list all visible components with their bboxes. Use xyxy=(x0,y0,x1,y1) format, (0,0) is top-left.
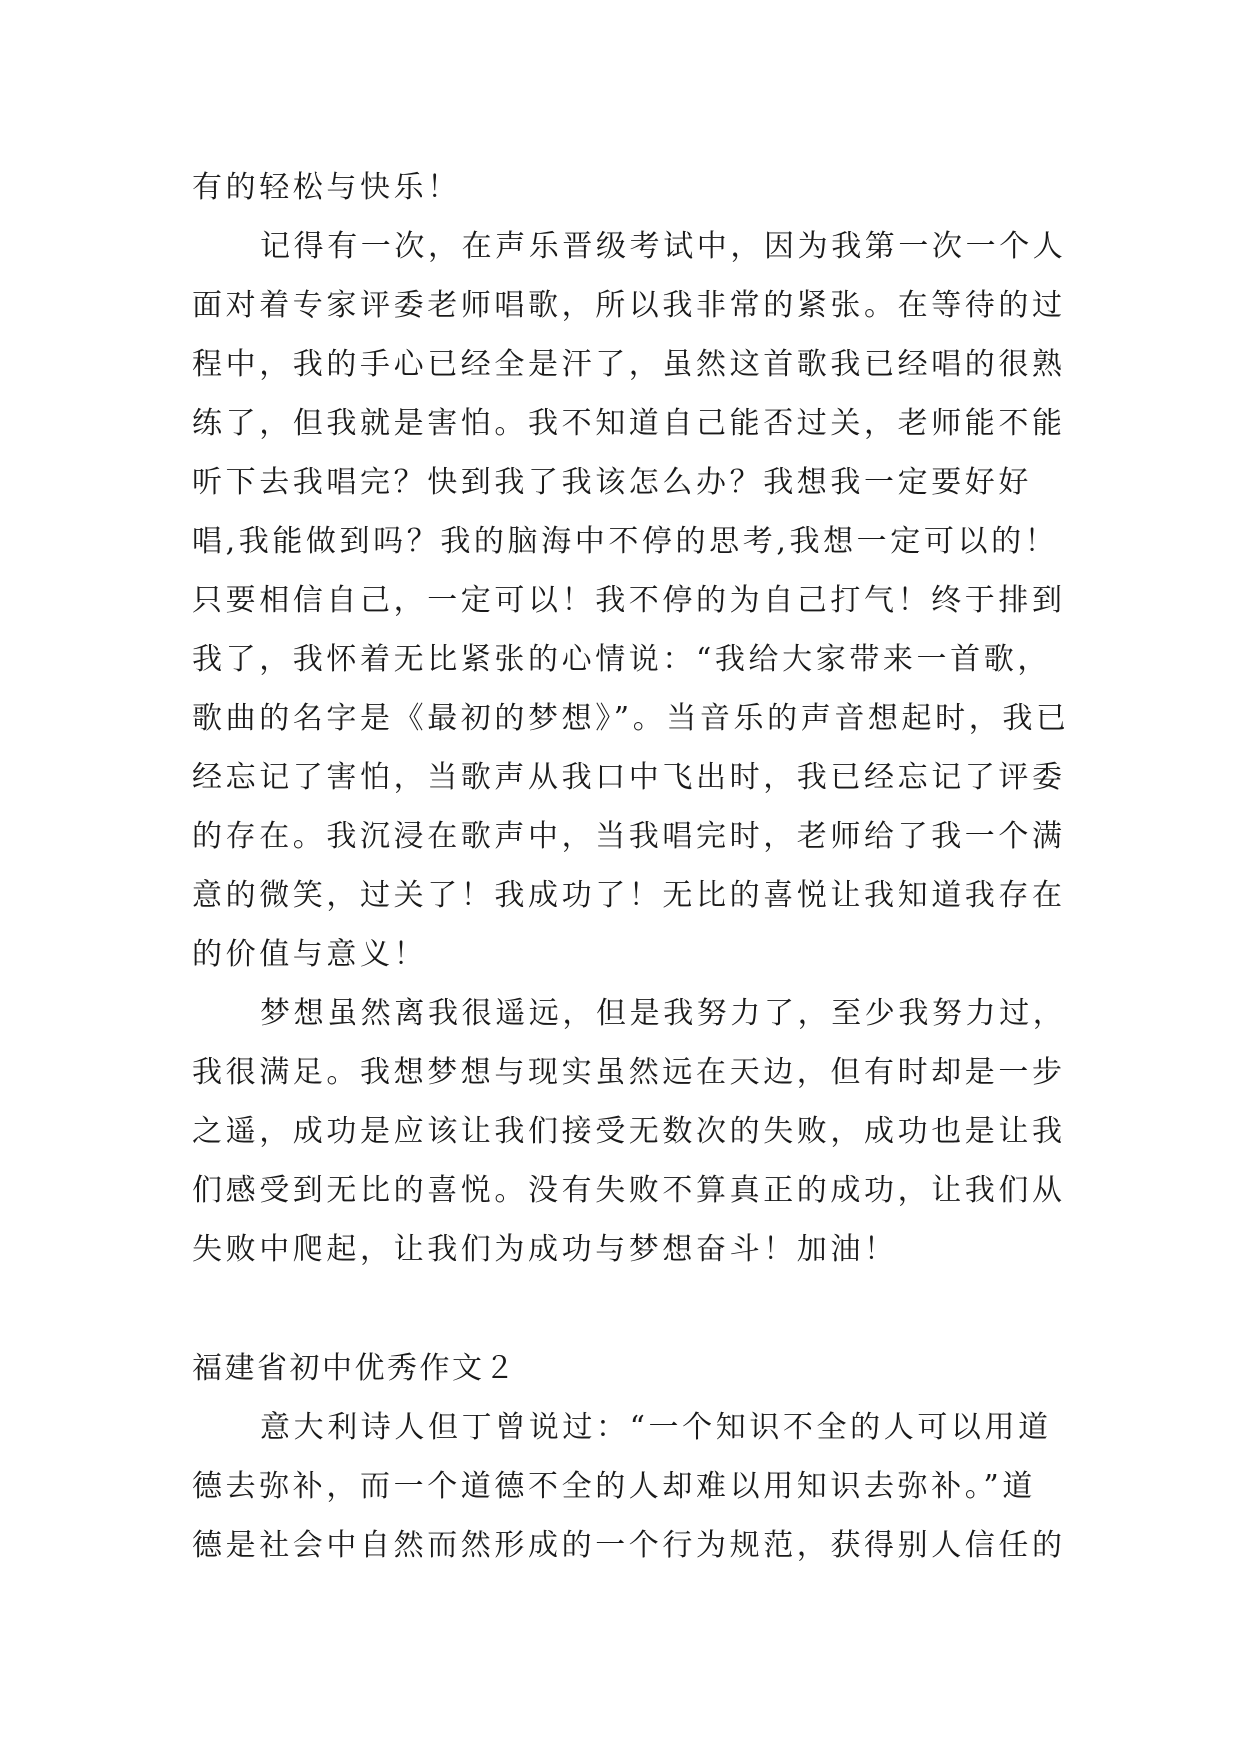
text-line: 梦想虽然离我很遥远，但是我努力了，至少我努力过， xyxy=(260,996,1067,1031)
text-line: 程中，我的手心已经全是汗了，虽然这首歌我已经唱的很熟 xyxy=(192,347,1066,382)
text-line: 唱,我能做到吗？我的脑海中不停的思考,我想一定可以的！ xyxy=(192,524,1059,559)
document-body xyxy=(192,158,1072,1575)
text-line: 经忘记了害怕，当歌声从我口中飞出时，我已经忘记了评委 xyxy=(192,760,1066,795)
text-line: 练了，但我就是害怕。我不知道自己能否过关，老师能不能 xyxy=(192,406,1066,441)
paragraph-4 xyxy=(192,1398,1072,1575)
text-line: 我很满足。我想梦想与现实虽然远在天边，但有时却是一步 xyxy=(192,1055,1066,1090)
section-title xyxy=(192,1339,1072,1398)
paragraph-2 xyxy=(192,217,1072,984)
text-line: 德是社会中自然而然形成的一个行为规范，获得别人信任的 xyxy=(192,1528,1066,1563)
text-line: 意大利诗人但丁曾说过：“一个知识不全的人可以用道 xyxy=(260,1410,1052,1445)
text-line: 失败中爬起，让我们为成功与梦想奋斗！加油！ xyxy=(192,1232,898,1267)
paragraph-1-tail xyxy=(192,158,1072,217)
text-line: 歌曲的名字是《最初的梦想》”。当音乐的声音想起时，我已 xyxy=(192,701,1070,736)
text-line: 面对着专家评委老师唱歌，所以我非常的紧张。在等待的过 xyxy=(192,288,1066,323)
text-line: 有的轻松与快乐！ xyxy=(192,170,461,205)
text-line: 德去弥补，而一个道德不全的人却难以用知识去弥补。”道 xyxy=(192,1469,1036,1504)
text-line: 们感受到无比的喜悦。没有失败不算真正的成功，让我们从 xyxy=(192,1173,1066,1208)
section-spacer xyxy=(192,1279,1072,1339)
text-line: 听下去我唱完？快到我了我该怎么办？我想我一定要好好 xyxy=(192,465,1032,500)
text-line: 的存在。我沉浸在歌声中，当我唱完时，老师给了我一个满 xyxy=(192,819,1066,854)
text-line: 的价值与意义！ xyxy=(192,937,428,972)
text-line: 意的微笑，过关了！我成功了！无比的喜悦让我知道我存在 xyxy=(192,878,1066,913)
paragraph-3 xyxy=(192,984,1072,1279)
text-line: 之遥，成功是应该让我们接受无数次的失败，成功也是让我 xyxy=(192,1114,1066,1149)
section-title-text: 福建省初中优秀作文２ xyxy=(192,1351,517,1386)
text-line: 记得有一次，在声乐晋级考试中，因为我第一次一个人 xyxy=(260,229,1067,264)
text-line: 我了，我怀着无比紧张的心情说：“我给大家带来一首歌， xyxy=(192,642,1051,677)
text-line: 只要相信自己，一定可以！我不停的为自己打气！终于排到 xyxy=(192,583,1066,618)
